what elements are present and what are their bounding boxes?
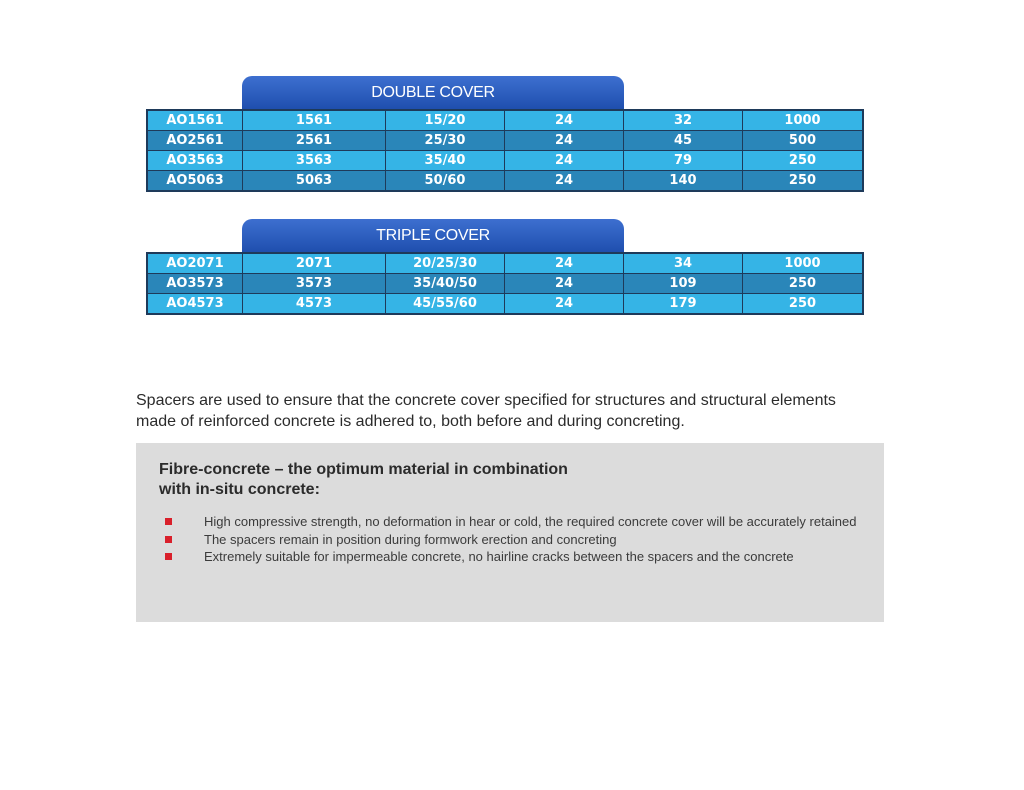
red-square-bullet-icon xyxy=(165,553,172,560)
table-row xyxy=(147,274,863,294)
feature-heading xyxy=(159,460,719,500)
table-row xyxy=(147,110,863,131)
feature-list xyxy=(136,513,884,566)
double-cover-section xyxy=(146,76,864,192)
list-item-text: Extremely suitable for impermeable concrete, no hairline cracks between the spacers and the concrete xyxy=(204,549,794,564)
table-cell: AO2071 xyxy=(147,253,243,274)
table-cell: 34 xyxy=(624,253,743,274)
table-cell: AO1561 xyxy=(147,110,243,131)
table-cell: 250 xyxy=(743,294,864,315)
table-cell: 250 xyxy=(743,274,864,294)
table-cell: 35/40 xyxy=(386,151,505,171)
table-cell: AO3563 xyxy=(147,151,243,171)
table-cell: 4573 xyxy=(243,294,386,315)
table-cell: 24 xyxy=(505,253,624,274)
triple-cover-section xyxy=(146,219,864,315)
table-cell: 24 xyxy=(505,274,624,294)
feature-box xyxy=(136,443,884,622)
table-row xyxy=(147,151,863,171)
table-cell: 25/30 xyxy=(386,131,505,151)
table-row xyxy=(147,171,863,192)
table-cell: 1000 xyxy=(743,110,864,131)
table-cell: 2071 xyxy=(243,253,386,274)
table-row xyxy=(147,131,863,151)
table-cell: 32 xyxy=(624,110,743,131)
triple-cover-title: TRIPLE COVER xyxy=(242,219,624,252)
table-cell: 2561 xyxy=(243,131,386,151)
table-cell: 45 xyxy=(624,131,743,151)
table-cell: 109 xyxy=(624,274,743,294)
list-item xyxy=(136,531,884,549)
list-item xyxy=(136,513,884,531)
table-cell: 250 xyxy=(743,171,864,192)
table-cell: 179 xyxy=(624,294,743,315)
table-cell: 24 xyxy=(505,110,624,131)
table-cell: 45/55/60 xyxy=(386,294,505,315)
table-cell: 5063 xyxy=(243,171,386,192)
table-cell: 1561 xyxy=(243,110,386,131)
table-cell: AO4573 xyxy=(147,294,243,315)
table-cell: 140 xyxy=(624,171,743,192)
double-cover-title: DOUBLE COVER xyxy=(242,76,624,109)
triple-cover-table xyxy=(146,252,864,315)
table-row xyxy=(147,294,863,315)
table-cell: 79 xyxy=(624,151,743,171)
red-square-bullet-icon xyxy=(165,518,172,525)
intro-paragraph: Spacers are used to ensure that the concrete cover specified for structures and structural elements made of reinforced concrete is adhered to, both before and during concreting. xyxy=(136,392,836,430)
list-item xyxy=(136,548,884,566)
table-cell: 35/40/50 xyxy=(386,274,505,294)
feature-heading-line-2: with in-situ concrete: xyxy=(159,481,320,498)
table-cell: 500 xyxy=(743,131,864,151)
table-cell: 24 xyxy=(505,151,624,171)
list-item-text: The spacers remain in position during formwork erection and concreting xyxy=(204,531,617,547)
table-cell: 50/60 xyxy=(386,171,505,192)
table-cell: 250 xyxy=(743,151,864,171)
feature-heading-line-1: Fibre-concrete – the optimum material in combination xyxy=(159,461,568,478)
table-cell: 24 xyxy=(505,171,624,192)
list-item-text: High compressive strength, no deformation in hear or cold, the required concrete cover will be accurately retained xyxy=(204,514,857,529)
table-row xyxy=(147,253,863,274)
red-square-bullet-icon xyxy=(165,536,172,543)
table-cell: 24 xyxy=(505,294,624,315)
table-cell: 1000 xyxy=(743,253,864,274)
table-cell: 3573 xyxy=(243,274,386,294)
table-cell: AO3573 xyxy=(147,274,243,294)
table-cell: 24 xyxy=(505,131,624,151)
table-cell: 3563 xyxy=(243,151,386,171)
double-cover-table xyxy=(146,109,864,192)
table-cell: AO5063 xyxy=(147,171,243,192)
table-cell: 15/20 xyxy=(386,110,505,131)
table-cell: 20/25/30 xyxy=(386,253,505,274)
table-cell: AO2561 xyxy=(147,131,243,151)
